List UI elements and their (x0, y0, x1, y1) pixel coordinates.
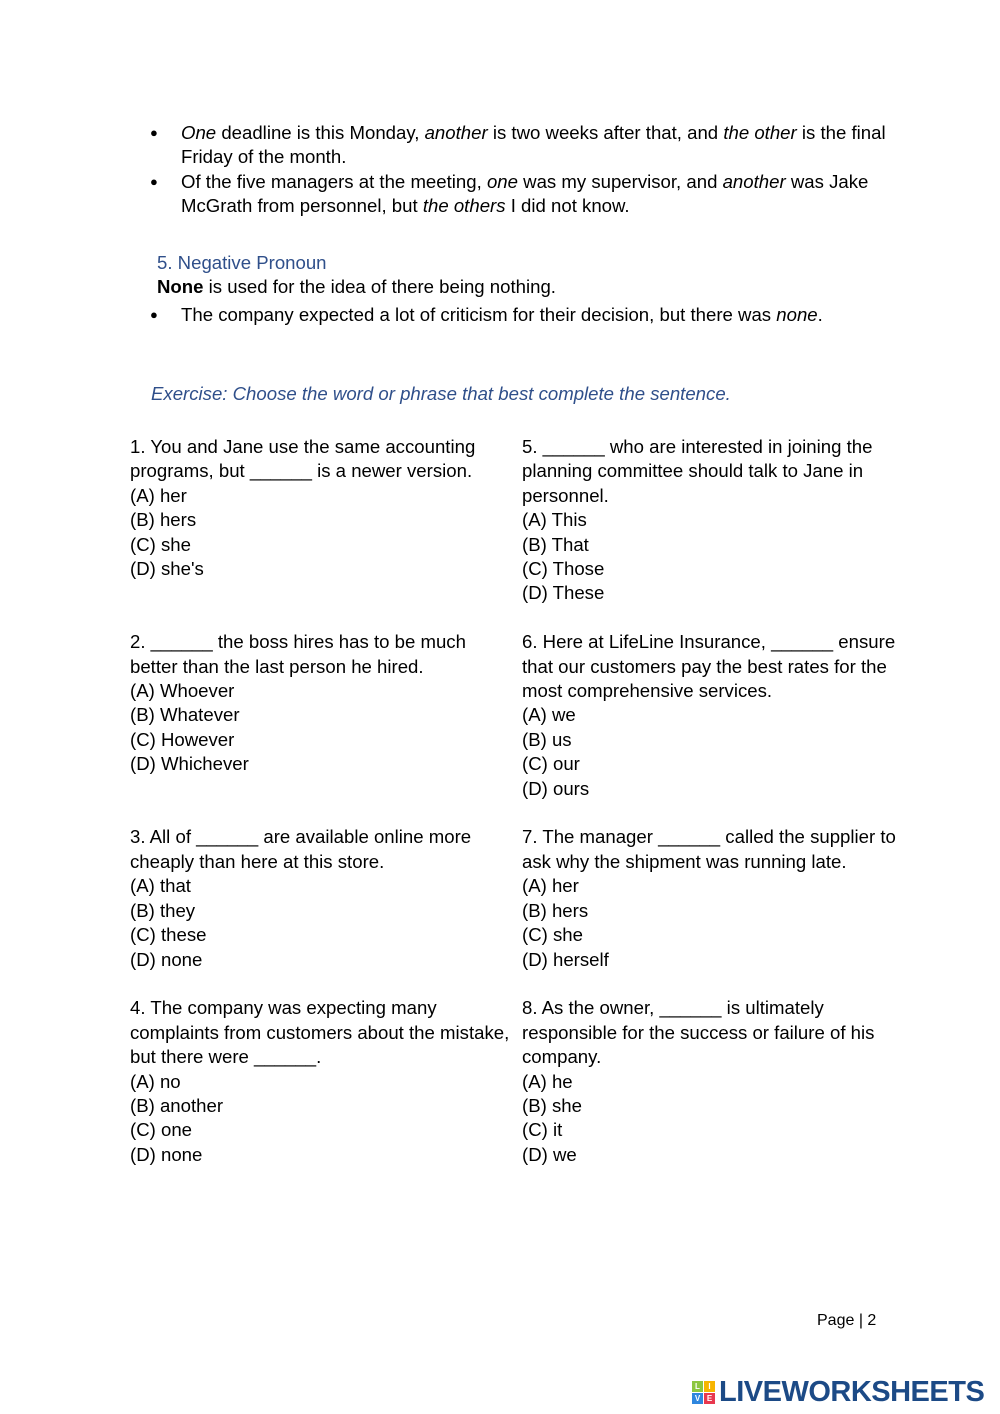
answer-option[interactable]: (B) us (522, 728, 572, 750)
answer-option[interactable]: (A) This (522, 509, 587, 531)
question-4 (130, 996, 510, 1167)
page-number: Page | 2 (817, 1312, 877, 1329)
text: The company expected a lot of criticism for their decision, but there was (181, 304, 777, 325)
logo-letter-box: L (692, 1381, 703, 1392)
answer-option[interactable]: (D) she's (130, 558, 204, 580)
text: was my supervisor, and (517, 170, 723, 192)
italic-term: the others (422, 195, 506, 217)
answer-option[interactable]: (A) we (522, 704, 576, 726)
answer-option[interactable]: (B) she (522, 1094, 582, 1116)
answer-option[interactable]: (A) her (522, 875, 579, 897)
answer-option[interactable]: (C) one (130, 1119, 193, 1141)
answer-option[interactable]: (B) hers (522, 899, 589, 921)
answer-option[interactable]: (D) none (130, 1143, 203, 1165)
question-text: 1. You and Jane use the same accounting programs, but ______ is a newer version. (130, 436, 476, 482)
question-text: 2. ______ the boss hires has to be much better than the last person he hired. (130, 631, 466, 677)
text: deadline is this Monday, (216, 122, 425, 143)
italic-term: One (181, 122, 217, 143)
answer-option[interactable]: (D) ours (522, 777, 590, 799)
question-3 (130, 825, 510, 971)
answer-option[interactable]: (C) it (522, 1119, 563, 1141)
answer-option[interactable]: (C) our (522, 753, 580, 775)
question-7 (522, 825, 902, 971)
answer-option[interactable]: (A) no (130, 1070, 181, 1092)
text: is the final Friday of the month. (181, 122, 886, 168)
question-8 (522, 996, 902, 1167)
logo-text: LIVEWORKSHEETS (719, 1376, 985, 1408)
definition-text: is used for the idea of there being nothing. (203, 276, 556, 297)
italic-term: another (424, 122, 488, 143)
answer-option[interactable]: (D) Whichever (130, 753, 249, 775)
answer-option[interactable]: (D) herself (522, 948, 609, 970)
bullet-list (150, 121, 890, 219)
answer-option[interactable]: (A) he (522, 1070, 573, 1092)
answer-option[interactable]: (A) Whoever (130, 680, 235, 702)
answer-option[interactable]: (C) However (130, 728, 235, 750)
answer-option[interactable]: (C) she (522, 924, 583, 946)
question-text: 8. As the owner, ______ is ultimately responsible for the success or failure of his company. (522, 997, 875, 1068)
italic-term: one (486, 170, 518, 192)
question-5 (522, 435, 902, 606)
logo-icon (692, 1381, 715, 1404)
text: is two weeks after that, and (487, 122, 724, 143)
bullet-item (150, 303, 850, 327)
section-heading: 5. Negative Pronoun (157, 252, 327, 273)
question-text: 7. The manager ______ called the supplier to ask why the shipment was running late. (522, 826, 896, 872)
answer-option[interactable]: (A) that (130, 875, 191, 897)
bullet-item (150, 170, 890, 219)
text: Of the five managers at the meeting, (181, 170, 487, 192)
answer-option[interactable]: (C) Those (522, 558, 605, 580)
answer-option[interactable]: (B) they (130, 899, 196, 921)
logo-letter-box: I (704, 1381, 715, 1392)
definition-term: None (157, 276, 204, 297)
answer-option[interactable]: (B) That (522, 533, 589, 555)
definition (157, 275, 556, 299)
answer-option[interactable]: (B) another (130, 1094, 224, 1116)
text: I did not know. (505, 195, 630, 217)
answer-option[interactable]: (C) she (130, 533, 191, 555)
question-text: 4. The company was expecting many complaints from customers about the mistake, but there were ______. (130, 997, 510, 1068)
answer-option[interactable]: (B) Whatever (130, 704, 240, 726)
question-1 (130, 435, 510, 606)
logo-letter-box: E (704, 1393, 715, 1404)
answer-option[interactable]: (A) her (130, 484, 187, 506)
question-text: 6. Here at LifeLine Insurance, ______ ensure that our customers pay the best rates for the most comprehensive services. (522, 631, 896, 702)
answer-option[interactable]: (D) we (522, 1143, 577, 1165)
answer-option[interactable]: (B) hers (130, 509, 197, 531)
italic-term: the other (723, 122, 797, 143)
bullet-item (150, 121, 890, 170)
question-text: 5. ______ who are interested in joining the planning committee should talk to Jane in personnel. (522, 436, 873, 506)
exercise-instructions: Exercise: Choose the word or phrase that best complete the sentence. (151, 383, 731, 404)
question-6 (522, 630, 902, 801)
answer-option[interactable]: (D) These (522, 582, 605, 604)
liveworksheets-logo (692, 1377, 984, 1407)
example-list (150, 303, 850, 327)
question-2 (130, 630, 510, 801)
logo-letter-box: V (692, 1393, 703, 1404)
answer-option[interactable]: (C) these (130, 924, 207, 946)
question-text: 3. All of ______ are available online more cheaply than here at this store. (130, 826, 472, 872)
text: . (817, 304, 823, 325)
question-grid (130, 435, 896, 1167)
italic-term: none (776, 304, 818, 325)
text: was Jake McGrath from personnel, but (181, 170, 869, 217)
italic-term: another (722, 170, 786, 192)
answer-option[interactable]: (D) none (130, 948, 203, 970)
